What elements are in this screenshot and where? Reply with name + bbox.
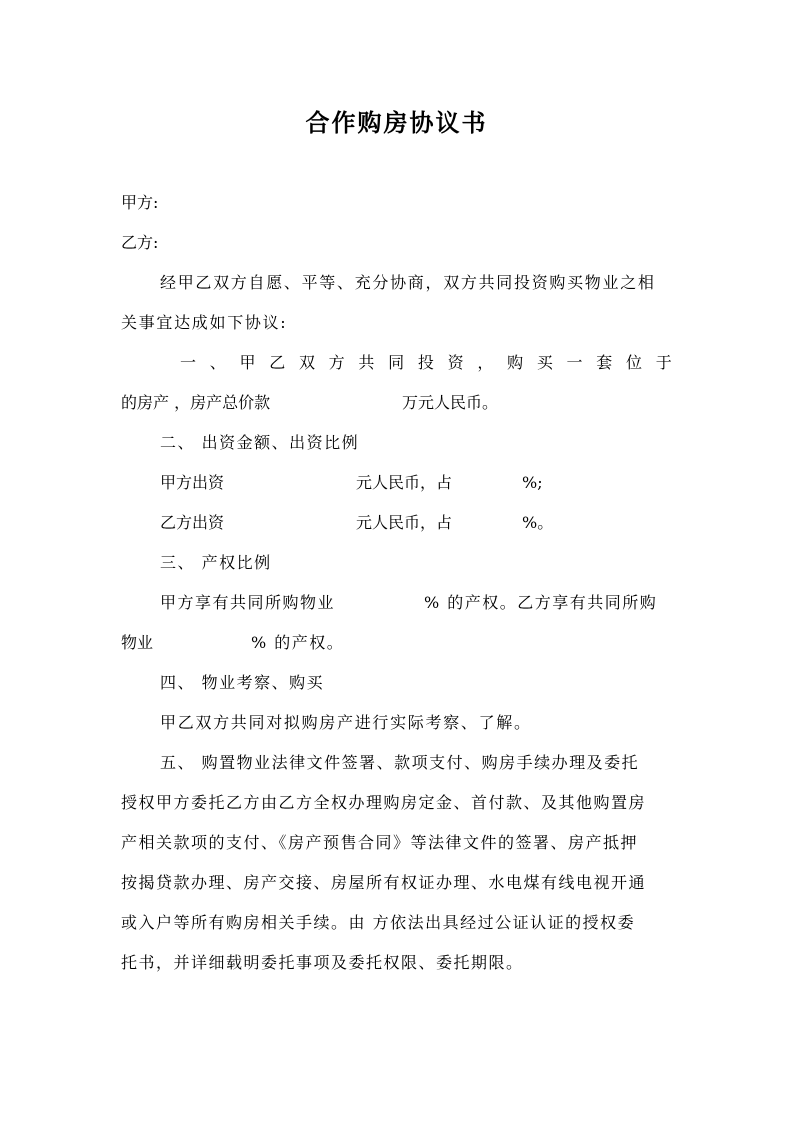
section5-line-3: 产相关款项的支付、《房产预售合同》等法律文件的签署、房产抵押 [121,833,639,852]
section1-char: 共 [358,353,375,372]
section1-char: 买 [536,353,553,372]
section1-line-2-a: 的房产 ，房产总价款 [121,393,271,412]
section3-line-2-b: % 的产权。 [251,633,345,652]
section3-heading: 三、 产权比例 [160,553,272,572]
section5-line-6: 托书，并详细载明委托事项及委托权限、委托期限。 [121,953,524,972]
section1-char: 套 [596,353,613,372]
section3-line-1-a: 甲方享有共同所购物业 [160,593,336,612]
section1-char: 一 [566,353,583,372]
section2-b-unit: 元人民币，占 [356,513,453,532]
section1-char: 双 [298,353,315,372]
section2-b-percent: %。 [522,513,554,532]
section5-line-4: 按揭贷款办理、房产交接、房屋所有权证办理、水电煤有线电视开通 [121,873,647,892]
section2-b-label: 乙方出资 [160,513,225,532]
section1-char: 购 [507,353,524,372]
section1-char: ， [477,353,494,372]
page-title: 合作购房协议书 [305,108,488,137]
section1-char: 同 [388,353,405,372]
section1-char: 投 [417,353,434,372]
section1-char: 一 [180,353,197,372]
section1-char: 位 [626,353,643,372]
section5-line-1: 五、 购置物业法律文件签署、款项支付、购房手续办理及委托 [160,753,640,772]
section5-line-2: 授权甲方委托乙方由乙方全权办理购房定金、首付款、及其他购置房 [121,793,647,812]
section1-char: 资 [447,353,464,372]
section2-heading: 二、 出资金额、出资比例 [160,433,360,452]
section3-line-2-a: 物业 [121,633,154,652]
intro-line-2: 关事宜达成如下协议: [121,313,288,332]
section2-a-label: 甲方出资 [160,473,225,492]
intro-line-1: 经甲乙双方自愿、平等、充分协商，双方共同投资购买物业之相 [160,273,656,292]
section1-line-2-b: 万元人民币。 [402,393,499,412]
section1-char: 于 [655,353,672,372]
section1-line-1 [180,353,672,373]
section2-a-percent: %; [522,473,543,492]
section1-char: 甲 [239,353,256,372]
section3-line-1-b: % 的产权。乙方享有共同所购 [424,593,658,612]
party-a-label: 甲方: [121,193,159,212]
section5-line-5: 或入户等所有购房相关手续。由 方依法出具经过公证认证的授权委 [121,913,636,932]
section1-char: 方 [328,353,345,372]
section1-char: 乙 [269,353,286,372]
section4-body: 甲乙双方共同对拟购房产进行实际考察、了解。 [160,713,532,732]
section2-a-unit: 元人民币，占 [356,473,453,492]
section1-char: 、 [209,353,226,372]
section4-heading: 四、 物业考察、购买 [160,673,325,692]
party-b-label: 乙方: [121,233,159,252]
